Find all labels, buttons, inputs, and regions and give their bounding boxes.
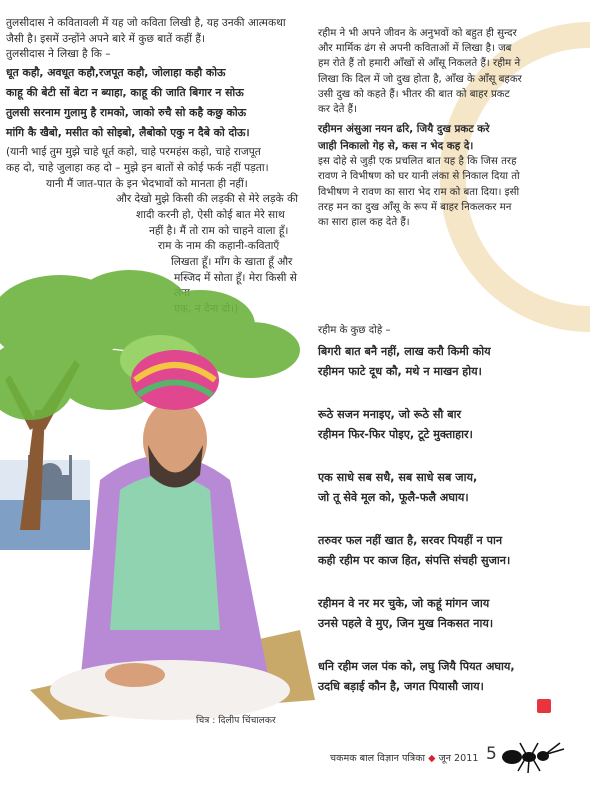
verse-line: मांगि कै खैबो, मसीत को सोइबो, लैबोको एकु न दैबे को दोऊ। (6, 126, 250, 140)
explanation-line: नहीं है। मैं तो राम को चाहने वाला हूँ। (149, 224, 289, 237)
verse-line: रहीमन अंसुआ नयन ढरि, जियै दुख प्रकट करे (318, 123, 490, 136)
couplet (318, 468, 558, 507)
couplet (318, 657, 558, 696)
illustration-credit: चित्र : दिलीप चिंचालकर (196, 715, 276, 726)
intro-lead: तुलसीदास ने लिखा है कि – (6, 48, 111, 61)
ant-icon (498, 737, 568, 777)
couplet-line: धनि रहीम जल पंक को, लघु जियै पियत अघाय, (318, 660, 515, 673)
verse-line: काहू की बेटी सों बेटा न ब्याहा, काहू की जाति बिगार न सोऊ (6, 86, 244, 100)
couplet-line: रहीमन फाटे दूध कौ, मथे न माखन होय। (318, 364, 482, 378)
explanation-line: शादी करनी हो, ऐसी कोई बात मेरे साथ (136, 208, 285, 221)
diamond-icon: ◆ (428, 753, 436, 764)
explanation-line: मस्जिद में सोता हूँ। मेरा किसी से (174, 271, 297, 284)
couplet-line: एक साधे सब सधै, सब साधे सब जाय, (318, 471, 478, 484)
couplet-line: रहीमन फिर-फिर पोइए, टूटे मुक्ताहार। (318, 427, 473, 441)
dohe-heading: रहीम के कुछ दोहे – (318, 325, 391, 336)
explanation-line: कह दो, चाहे जुलाहा कह दो – मुझे इन बातों से कोई फर्क नहीं पड़ता। (6, 161, 269, 174)
verse-line: तुलसी सरनाम गुलामु है रामको, जाको रुचै सो कहै कछु कोऊ (6, 106, 247, 120)
dohe-section (318, 322, 558, 720)
river-shape (0, 500, 90, 550)
couplet-line: उनसे पहले वे मुए, जिन मुख निकसत नाय। (318, 616, 494, 630)
couplet-line: कही रहीम पर काज हित, संपत्ति संचही सुजान। (318, 553, 511, 567)
explanation-line: राम के नाम की कहानी-कविताएँ (158, 240, 280, 253)
rahim-paragraph: रहीम ने भी अपने जीवन के अनुभवों को बहुत ही सुन्दर और मार्मिक ढंग से अपनी कविताओं में लिखा है। जब हम रोते हैं तो हमारी आँखों से आँसू निकलते हैं। रहीम ने लिखा कि दिल में जो दुख होता है, आँख के आँसू बहकर उसी दुख को कहते हैं। भीतर की बात को बाहर प्रकट कर देते हैं। (318, 28, 522, 116)
explanation-line: (यानी भाई तुम मुझे चाहे धूर्त कहो, चाहे परमहंस कहो, चाहे राजपूत (6, 146, 261, 159)
rahim-paragraph-2: इस दोहे से जुड़ी एक प्रचलित बात यह है कि जिस तरह रावण ने विभीषण को घर यानी लंका से निकाल दिया तो विभीषण ने रावण का सारा भेद राम को बता दिया। इसी तरह मन का दुख आँसू के रूप में बाहर निकलकर मन का सारा हाल कह देते हैं। (318, 156, 520, 229)
verse-line: जाही निकालो गेह से, कस न भेद कह दे। (318, 139, 474, 152)
issue-date: जून 2011 (438, 753, 479, 764)
couplet (318, 594, 558, 633)
page-number: 5 (486, 744, 497, 764)
couplet-line: रूठे सजन मनाइए, जो रूठे सौ बार (318, 408, 462, 421)
couplet (318, 342, 558, 381)
couplet-line: रहीमन वे नर मर चुके, जो कहूं मांगन जाय (318, 597, 490, 610)
verse-line: धूत कहौ, अवधूत कहौ,रजपूत कहौ, जोलाहा कहौ कोऊ (6, 66, 226, 80)
couplet-line: उदधि बड़ाई कौन है, जगत पियासौ जाय। (318, 679, 484, 693)
explanation-line: यानी मैं जात-पात के इन भेदभावों को मानता ही नहीं। (46, 177, 248, 190)
couplet-line: तरुवर फल नहीं खात है, सरवर पियहीं न पान (318, 534, 503, 547)
right-column (318, 26, 523, 230)
stamp-icon (537, 699, 551, 713)
couplet-line: जो तू सेवे मूल को, फूलै-फलै अघाय। (318, 490, 469, 504)
couplet-line: बिगरी बात बनै नहीं, लाख करौ किमी कोय (318, 345, 491, 358)
explanation-line: लिखता हूँ। माँग के खाता हूँ और (171, 256, 293, 269)
couplet (318, 405, 558, 444)
magazine-name: चकमक बाल विज्ञान पत्रिका (330, 753, 426, 764)
couplet (318, 531, 558, 570)
page-footer (330, 751, 478, 764)
explanation-line: और देखो मुझे किसी की लड़की से मेरे लड़के की (116, 193, 298, 206)
poet-illustration (0, 230, 315, 730)
intro-paragraph: तुलसीदास ने कवितावली में यह जो कविता लिखी है, यह उनकी आत्मकथा जैसी है। इसमें उन्होंने अपने बारे में कुछ बातें कहीं हैं। (6, 17, 286, 45)
